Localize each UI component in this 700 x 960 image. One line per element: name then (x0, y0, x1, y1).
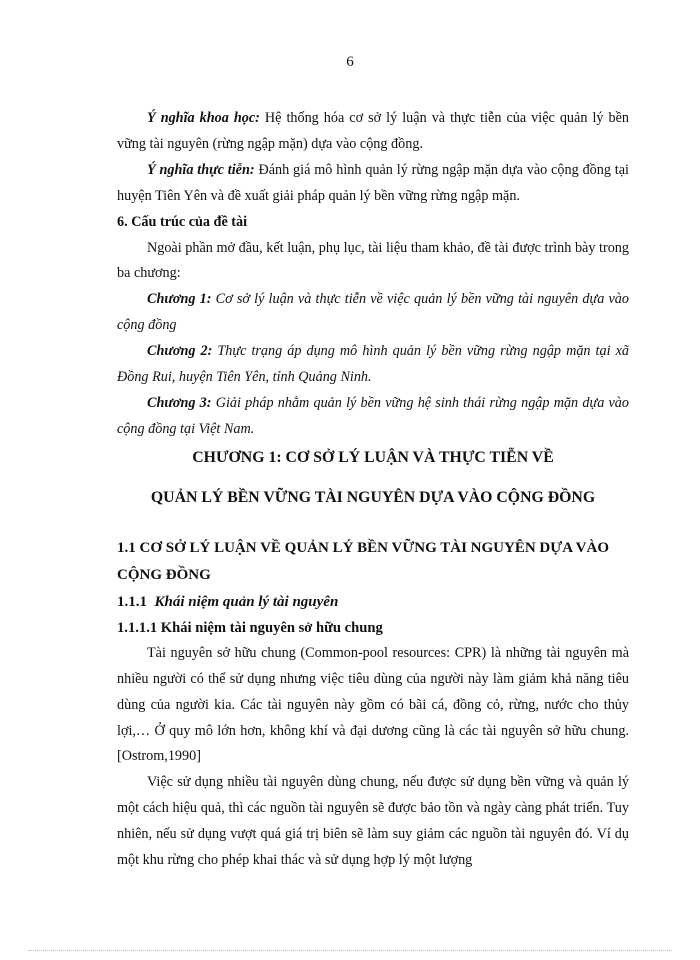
page-content (117, 106, 629, 874)
practical-meaning-label: Ý nghĩa thực tiễn: (147, 161, 255, 178)
paragraph-common-pool-resources: Tài nguyên sở hữu chung (Common-pool resources: CPR) là những tài nguyên mà nhiều người có thể sử dụng nhưng việc tiêu dùng của người này làm giảm khả năng tiêu dùng của người kia. Các tài nguyên này gồm có bãi cá, đồng cỏ, rừng, nước cho thủy lợi,… Ở quy mô lớn hơn, không khí và đại dương cũng là các tài nguyên sở hữu chung. [Ostrom,1990] (117, 644, 629, 765)
chapter-1-label: Chương 1: (147, 291, 212, 308)
heading-1-1-1-title: Khái niệm quản lý tài nguyên (154, 593, 339, 610)
chapter-1-summary (117, 287, 629, 339)
chapter-2-summary (117, 339, 629, 391)
chapter-1-text: Cơ sở lý luận và thực tiễn về việc quản lý bền vững tài nguyên dựa vào cộng đồng (117, 291, 629, 334)
scientific-meaning-text: Hệ thống hóa cơ sở lý luận và thực tiễn của việc quản lý bền vững tài nguyên (rừng ngập mặn) dựa vào cộng đồng. (117, 110, 629, 152)
heading-1-1-1-1: 1.1.1.1 Khái niệm tài nguyên sở hữu chung (117, 619, 383, 636)
chapter-3-text: Giải pháp nhằm quản lý bền vững hệ sinh thái rừng ngập mặn dựa vào cộng đồng tại Việt Nam. (117, 394, 629, 437)
paragraph-resource-use: Việc sử dụng nhiều tài nguyên dùng chung, nếu được sử dụng bền vững và quản lý một cách hiệu quả, thì các nguồn tài nguyên sẽ được bảo tồn và ngày càng phát triển. Tuy nhiên, nếu sử dụng vượt quá giá trị biên sẽ làm suy giảm các nguồn tài nguyên đó. Ví dụ một khu rừng cho phép khai thác và sử dụng hợp lý một lượng (117, 774, 629, 869)
chapter-title-line-1: CHƯƠNG 1: CƠ SỞ LÝ LUẬN VÀ THỰC TIỄN VỀ (192, 448, 554, 466)
scientific-meaning-label: Ý nghĩa khoa học: (147, 110, 260, 126)
chapter-3-label: Chương 3: (147, 394, 212, 411)
chapter-2-label: Chương 2: (147, 343, 213, 360)
heading-1-1-1-number: 1.1.1 (117, 593, 147, 610)
section-heading-structure: 6. Cấu trúc của đề tài (117, 213, 248, 230)
paragraph-structure-intro: Ngoài phần mở đầu, kết luận, phụ lục, tài liệu tham khảo, đề tài được trình bày trong ba chương: (117, 239, 629, 282)
chapter-3-summary (117, 391, 629, 443)
paragraph-scientific-meaning (117, 106, 629, 158)
paragraph-practical-meaning (117, 158, 629, 210)
heading-1-1-1 (117, 589, 629, 615)
heading-1-1: 1.1 CƠ SỞ LÝ LUẬN VỀ QUẢN LÝ BỀN VỮNG TÀI NGUYÊN DỰA VÀO CỘNG ĐỒNG (117, 539, 610, 583)
chapter-2-text: Thực trạng áp dụng mô hình quản lý bền vững rừng ngập mặn tại xã Đồng Rui, huyện Tiên Yên, tỉnh Quảng Ninh. (117, 343, 629, 386)
practical-meaning-text: Đánh giá mô hình quản lý rừng ngập mặn dựa vào cộng đồng tại huyện Tiên Yên và đề xuất giải pháp quản lý bền vững rừng ngập mặn. (117, 161, 629, 204)
chapter-title-line-2: QUẢN LÝ BỀN VỮNG TÀI NGUYÊN DỰA VÀO CỘNG ĐỒNG (150, 488, 596, 506)
page-bottom-divider (28, 950, 672, 951)
page-number: 6 (346, 54, 354, 70)
